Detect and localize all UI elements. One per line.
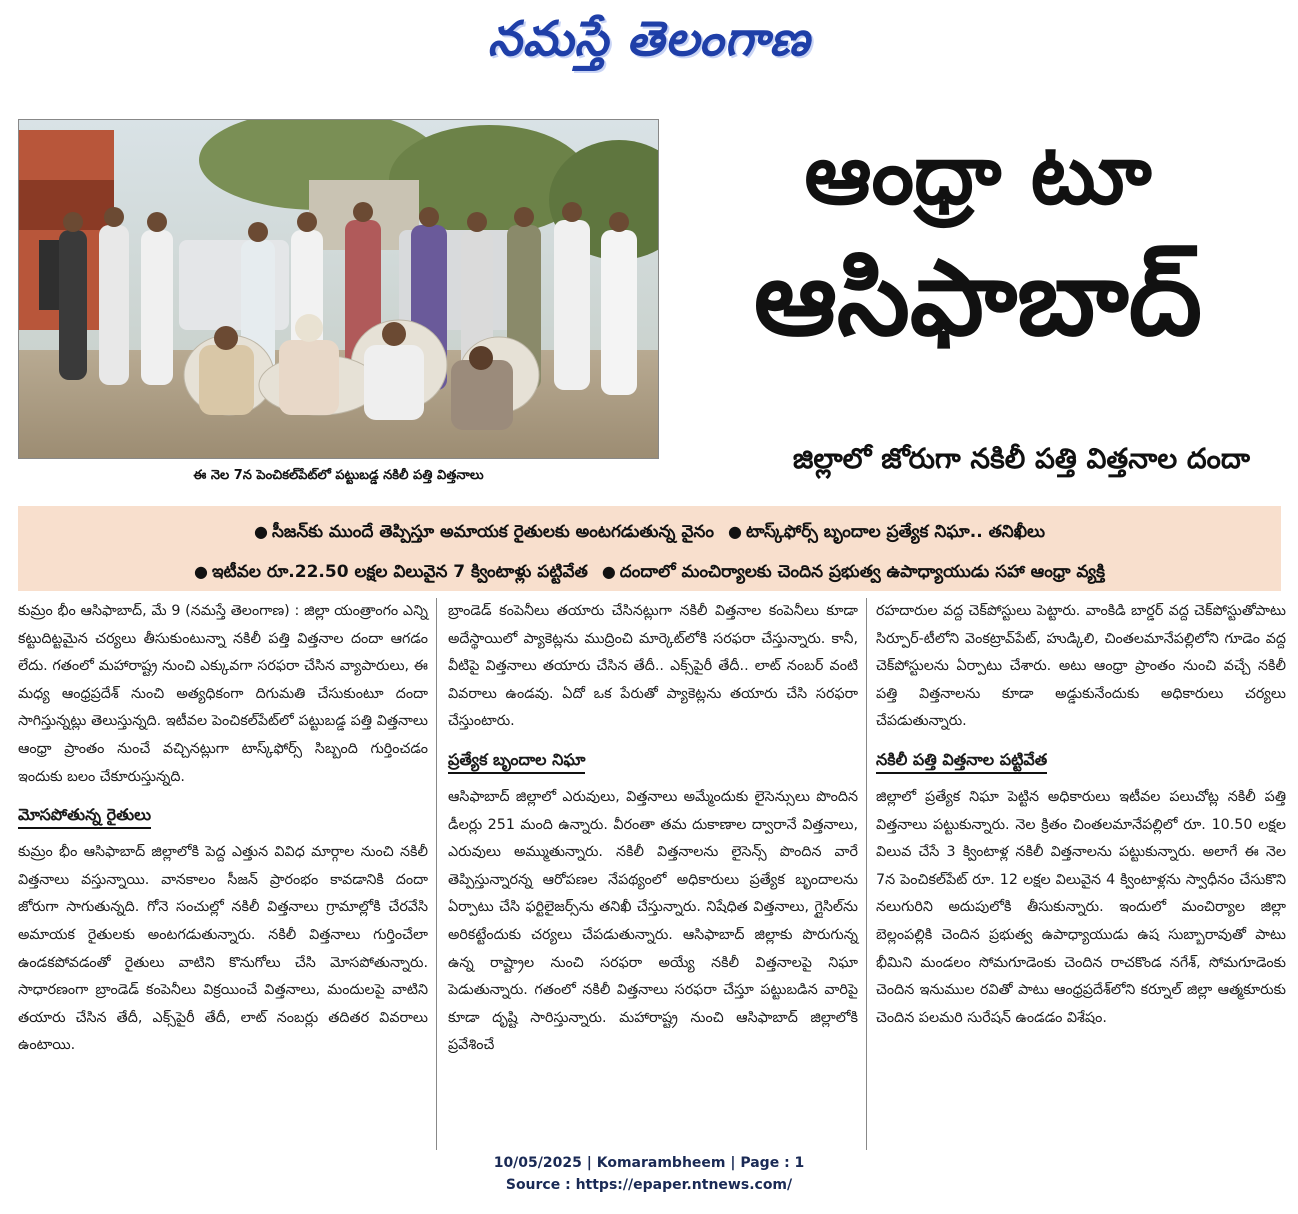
article-column-1 bbox=[18, 598, 428, 1068]
article-column-3 bbox=[876, 598, 1286, 1040]
article-paragraph: కుమ్రం భీం ఆసిఫాబాద్, మే 9 (నమస్తే తెలంగాణ) : జిల్లా యంత్రాంగం ఎన్ని కట్టుదిట్టమైన చర్యలు తీసుకుంటున్నా నకిలీ పత్తి విత్తనాల దందా ఆగడం లేదు. గతంలో మహారాష్ట్ర నుంచి ఎక్కువగా సరఫరా చేసిన వ్యాపారులు, ఈ మధ్య ఆంధ్రప్రదేశ్ నుంచి అత్యధికంగా దిగుమతి చేసుకుంటూ దందా సాగిస్తున్నట్లు తెలుస్తున్నది. ఇటీవల పెంచికల్‌పేట్‌లో పట్టుబడ్డ పత్తి విత్తనాలు ఆంధ్రా ప్రాంతం నుంచే వచ్చినట్లుగా టాస్క్‌ఫోర్స్ సిబ్బంది గుర్తించడం ఇందుకు బలం చేకూరుస్తున్నది. bbox=[18, 603, 428, 785]
photo-caption: ఈ నెల 7న పెంచికల్‌పేట్‌లో పట్టుబడ్డ నకిలీ పత్తి విత్తనాలు bbox=[193, 468, 484, 483]
headline-line-1: ఆంధ్రా టూ bbox=[804, 125, 1152, 223]
article-paragraph: జిల్లాలో ప్రత్యేక నిఘా పెట్టిన అధికారులు ఇటీవల పలుచోట్ల నకిలీ పత్తి విత్తనాలు పట్టుకున్నారు. నెల క్రితం చింతలమానేపల్లిలో రూ. 10.50 లక్షల విలువ చేసే 3 క్వింటాళ్ల నకిలీ విత్తనాలను పట్టుకున్నారు. అలాగే ఈ నెల 7న పెంచికల్‌పేట్ రూ. 12 లక్షల విలువైన 4 క్వింటాళ్లను స్వాధీనం చేసుకొని నలుగురిని అదుపులోకి తీసుకున్నారు. ఇందులో మంచిర్యాల జిల్లా బెల్లంపల్లికి చెందిన ప్రభుత్వ ఉపాధ్యాయుడు ఉష సుబ్బారావుతో పాటు భీమిని మండలం సోమగూడెంకు చెందిన రాచకొండ నగేశ్, సోమగూడెంకు చెందిన ఇనుముల రవితో పాటు ఆంధ్రప్రదేశ్‌లోని కర్నూల్ జిల్లా ఆత్మకూరుకు చెందిన పలమరి సురేషన్ ఉండడం విశేషం. bbox=[876, 788, 1286, 1026]
article-column-2 bbox=[448, 598, 858, 1068]
highlights-row bbox=[28, 552, 1271, 592]
news-photo-image bbox=[19, 120, 659, 459]
highlight-text: దందాలో మంచిర్యాలకు చెందిన ప్రభుత్వ ఉపాధ్యాయుడు సహా ఆంధ్రా వ్యక్తి bbox=[619, 562, 1105, 582]
article-paragraph: రహదారుల వద్ద చెక్‌పోస్టులు పెట్టారు. వాంకిడి బార్డర్ వద్ద చెక్‌పోస్టుతోపాటు సిర్పూర్-టీలోని వెంకట్రావ్‌పేట్, హుడ్కిలి, చింతలమానేపల్లిలోని గూడెం వద్ద చెక్‌పోస్టులను ఏర్పాటు చేశారు. అటు ఆంధ్రా ప్రాంతం నుంచి వచ్చే నకిలీ పత్తి విత్తనాలను కూడా అడ్డుకునేందుకు అధికారులు చర్యలు చేపడుతున్నారు. bbox=[876, 603, 1286, 730]
bullet-icon: ● bbox=[601, 562, 616, 581]
highlight-item bbox=[194, 552, 588, 592]
article-paragraph: బ్రాండెడ్ కంపెనీలు తయారు చేసినట్లుగా నకిలీ విత్తనాల కంపెనీలు కూడా అదేస్థాయిలో ప్యాకెట్లను ముద్రించి మార్కెట్‌లోకి సరఫరా చేస్తున్నారు. కానీ, వీటిపై విత్తనాలు తయారు చేసిన తేదీ.. ఎక్స్‌పైరీ తేదీ.. లాట్ నంబర్ వంటి వివరాలు ఉండవు. ఏదో ఒక పేరుతో ప్యాకెట్లను తయారు చేసి సరఫరా చేస్తుంటారు. bbox=[448, 603, 858, 730]
highlight-item bbox=[728, 512, 1045, 552]
article-paragraph: ఆసిఫాబాద్ జిల్లాలో ఎరువులు, విత్తనాలు అమ్మేందుకు లైసెన్సులు పొందిన డీలర్లు 251 మంది ఉన్నారు. వీరంతా తమ దుకాణాల ద్వారానే విత్తనాలు, ఎరువులు అమ్ముతున్నారు. నకిలీ విత్తనాలను లైసెన్స్ పొందిన వారే తెప్పిస్తున్నారన్న ఆరోపణల నేపథ్యంలో అధికారులు ప్రత్యేక బృందాలను ఏర్పాటు చేసి ఫర్టిలైజర్స్‌ను తనిఖీ చేస్తున్నారు. నిషేధిత విత్తనాలు, గ్లైసిల్‌ను అరికట్టేందుకు చర్యలు చేపడుతున్నారు. ఆసిఫాబాద్ జిల్లాకు పొరుగున్న ఉన్న రాష్ట్రాల నుంచి సరఫరా అయ్యే నకిలీ విత్తనాలపై నిఘా పెడుతున్నారు. గతంలో నకిలీ విత్తనాలు సరఫరా చేస్తూ పట్టుబడిన వారిపై కూడా దృష్టి సారిస్తున్నారు. మహారాష్ట్ర నుంచి ఆసిఫాబాద్ జిల్లాలోకి ప్రవేశించే bbox=[448, 788, 858, 1054]
subheadline: జిల్లాలో జోరుగా నకిలీ పత్తి విత్తనాల దందా bbox=[792, 442, 1250, 475]
headline-line-2: ఆసిఫాబాద్ bbox=[753, 237, 1203, 359]
headline bbox=[668, 118, 1288, 428]
bullet-icon: ● bbox=[194, 562, 208, 581]
page-footer bbox=[0, 1152, 1298, 1196]
highlights-box bbox=[18, 506, 1281, 591]
news-photo bbox=[18, 119, 659, 459]
article-paragraph: కుమ్రం భీం ఆసిఫాబాద్ జిల్లాలోకి పెద్ద ఎత్తున వివిధ మార్గాల నుంచి నకిలీ విత్తనాలు వస్తున్నాయి. వానకాలం సీజన్ ప్రారంభం కావడానికి దందా జోరుగా సాగుతున్నది. గోనె సంచుల్లో నకిలీ విత్తనాలు గ్రామాల్లోకి చేరవేసి అమాయక రైతులకు అంటగడుతున్నారు. నకిలీ విత్తనాలు గుర్తించేలా ఉండకపోవడంతో రైతులు వాటిని కొనుగోలు చేసి మోసపోతున్నారు. సాధారణంగా బ్రాండెడ్ కంపెనీలు విక్రయించే విత్తనాలు, మందులపై వాటిని తయారు చేసిన తేదీ, ఎక్స్‌పైరీ తేదీ, లాట్ నంబర్లు తదితర వివరాలు ఉంటాయి. bbox=[18, 844, 428, 1054]
footer-source-link[interactable]: Source : https://epaper.ntnews.com/ bbox=[505, 1177, 793, 1193]
masthead bbox=[0, 6, 1298, 84]
section-subhead: ప్రత్యేక బృందాల నిఘా bbox=[448, 748, 585, 774]
highlight-item bbox=[602, 552, 1105, 592]
section-subhead: నకిలీ పత్తి విత్తనాల పట్టివేత bbox=[876, 748, 1047, 774]
bullet-icon: ● bbox=[253, 522, 268, 541]
highlight-text: సీజన్‌కు ముందే తెప్పిస్తూ అమాయక రైతులకు అంటగడుతున్న వైనం bbox=[271, 522, 714, 542]
bullet-icon: ● bbox=[727, 522, 742, 541]
highlights-row bbox=[28, 512, 1271, 552]
section-subhead: మోసపోతున్న రైతులు bbox=[18, 803, 151, 829]
column-divider bbox=[866, 598, 867, 1150]
highlight-text: ఇటీవల రూ.22.50 లక్షల విలువైన 7 క్వింటాళ్లు పట్టివేత bbox=[211, 562, 588, 582]
column-divider bbox=[436, 598, 437, 1150]
masthead-logo: నమస్తే తెలంగాణ bbox=[487, 11, 811, 67]
footer-edition-info: 10/05/2025 | Komarambheem | Page : 1 bbox=[493, 1155, 805, 1171]
highlight-item bbox=[254, 512, 714, 552]
highlight-text: టాస్క్‌ఫోర్స్ బృందాల ప్రత్యేక నిఘా.. తనిఖీలు bbox=[745, 522, 1045, 542]
